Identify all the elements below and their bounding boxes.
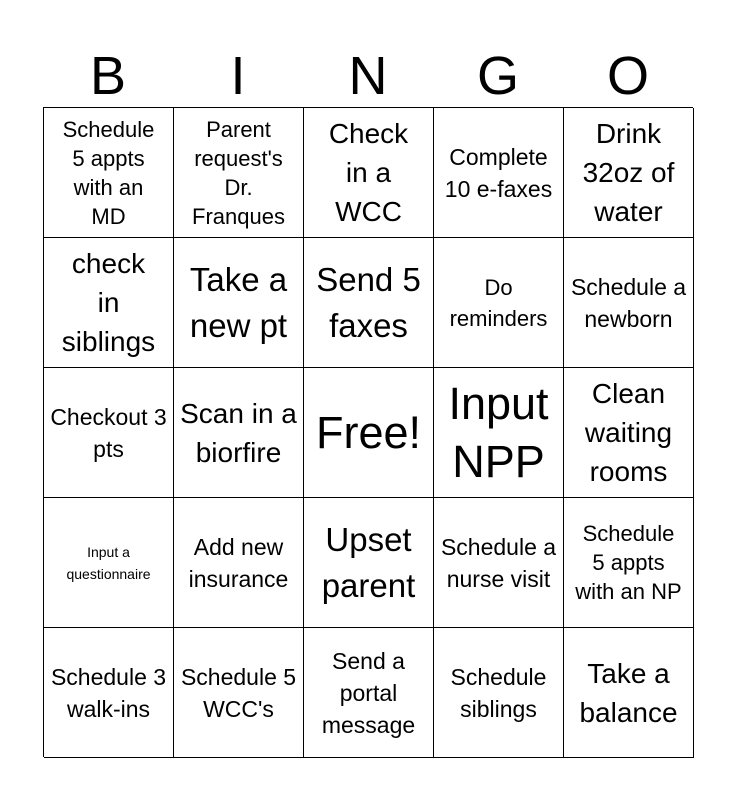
cell-text: Check in a WCC	[328, 118, 409, 227]
bingo-cell[interactable]	[304, 108, 434, 238]
cell-text: Schedule siblings	[450, 663, 547, 722]
cell-text: Send a portal message	[321, 647, 416, 738]
cell-text: Clean waiting rooms	[584, 378, 673, 487]
bingo-cell[interactable]	[44, 238, 174, 368]
bingo-cell[interactable]	[174, 108, 304, 238]
cell-text: Add new insurance	[188, 533, 289, 592]
bingo-grid	[43, 107, 693, 757]
cell-text: Schedule 5 appts with an MD	[62, 116, 155, 229]
cell-text: Schedule 5 WCC's	[180, 663, 297, 722]
bingo-cell[interactable]	[304, 628, 434, 758]
bingo-cell[interactable]	[564, 498, 694, 628]
cell-text: Take a balance	[579, 657, 678, 728]
cell-text: check in siblings	[61, 248, 156, 357]
bingo-cell[interactable]	[174, 368, 304, 498]
bingo-cell[interactable]	[304, 368, 434, 498]
bingo-cell[interactable]	[44, 108, 174, 238]
bingo-cell[interactable]	[304, 498, 434, 628]
cell-text: Upset parent	[321, 520, 416, 604]
cell-text: Schedule a nurse visit	[440, 533, 557, 592]
bingo-cell[interactable]	[434, 628, 564, 758]
bingo-cell[interactable]	[564, 108, 694, 238]
bingo-cell[interactable]	[174, 628, 304, 758]
bingo-header	[43, 45, 693, 107]
header-letter-n: N	[348, 46, 388, 106]
bingo-cell[interactable]	[174, 498, 304, 628]
bingo-cell[interactable]	[434, 238, 564, 368]
cell-text: Checkout 3 pts	[50, 403, 167, 462]
bingo-cell[interactable]	[44, 628, 174, 758]
cell-text: Schedule 3 walk-ins	[50, 663, 167, 722]
header-letter-o: O	[606, 46, 649, 106]
header-letter-g: G	[476, 46, 519, 106]
cell-text: Send 5 faxes	[316, 260, 421, 344]
cell-text: Schedule 5 appts with an NP	[575, 521, 682, 604]
cell-text: Drink 32oz of water	[582, 118, 675, 227]
bingo-cell[interactable]	[434, 108, 564, 238]
bingo-cell[interactable]	[434, 498, 564, 628]
bingo-cell[interactable]	[564, 628, 694, 758]
cell-text: Input NPP	[448, 377, 549, 487]
bingo-cell[interactable]	[304, 238, 434, 368]
bingo-cell[interactable]	[44, 368, 174, 498]
bingo-cell[interactable]	[564, 368, 694, 498]
header-letter-b: B	[89, 46, 127, 106]
header-letter-i: I	[230, 46, 246, 106]
free-space: Free!	[315, 406, 422, 458]
cell-text: Input a questionnaire	[66, 543, 151, 582]
cell-text: Do reminders	[449, 274, 548, 331]
bingo-cell[interactable]	[174, 238, 304, 368]
bingo-cell[interactable]	[44, 498, 174, 628]
bingo-cell[interactable]	[564, 238, 694, 368]
cell-text: Schedule a newborn	[570, 273, 687, 332]
cell-text: Complete 10 e-faxes	[444, 143, 553, 202]
cell-text: Take a new pt	[189, 260, 288, 344]
cell-text: Parent request's Dr. Franques	[192, 116, 285, 229]
cell-text: Scan in a biorfire	[180, 397, 297, 468]
bingo-cell[interactable]	[434, 368, 564, 498]
